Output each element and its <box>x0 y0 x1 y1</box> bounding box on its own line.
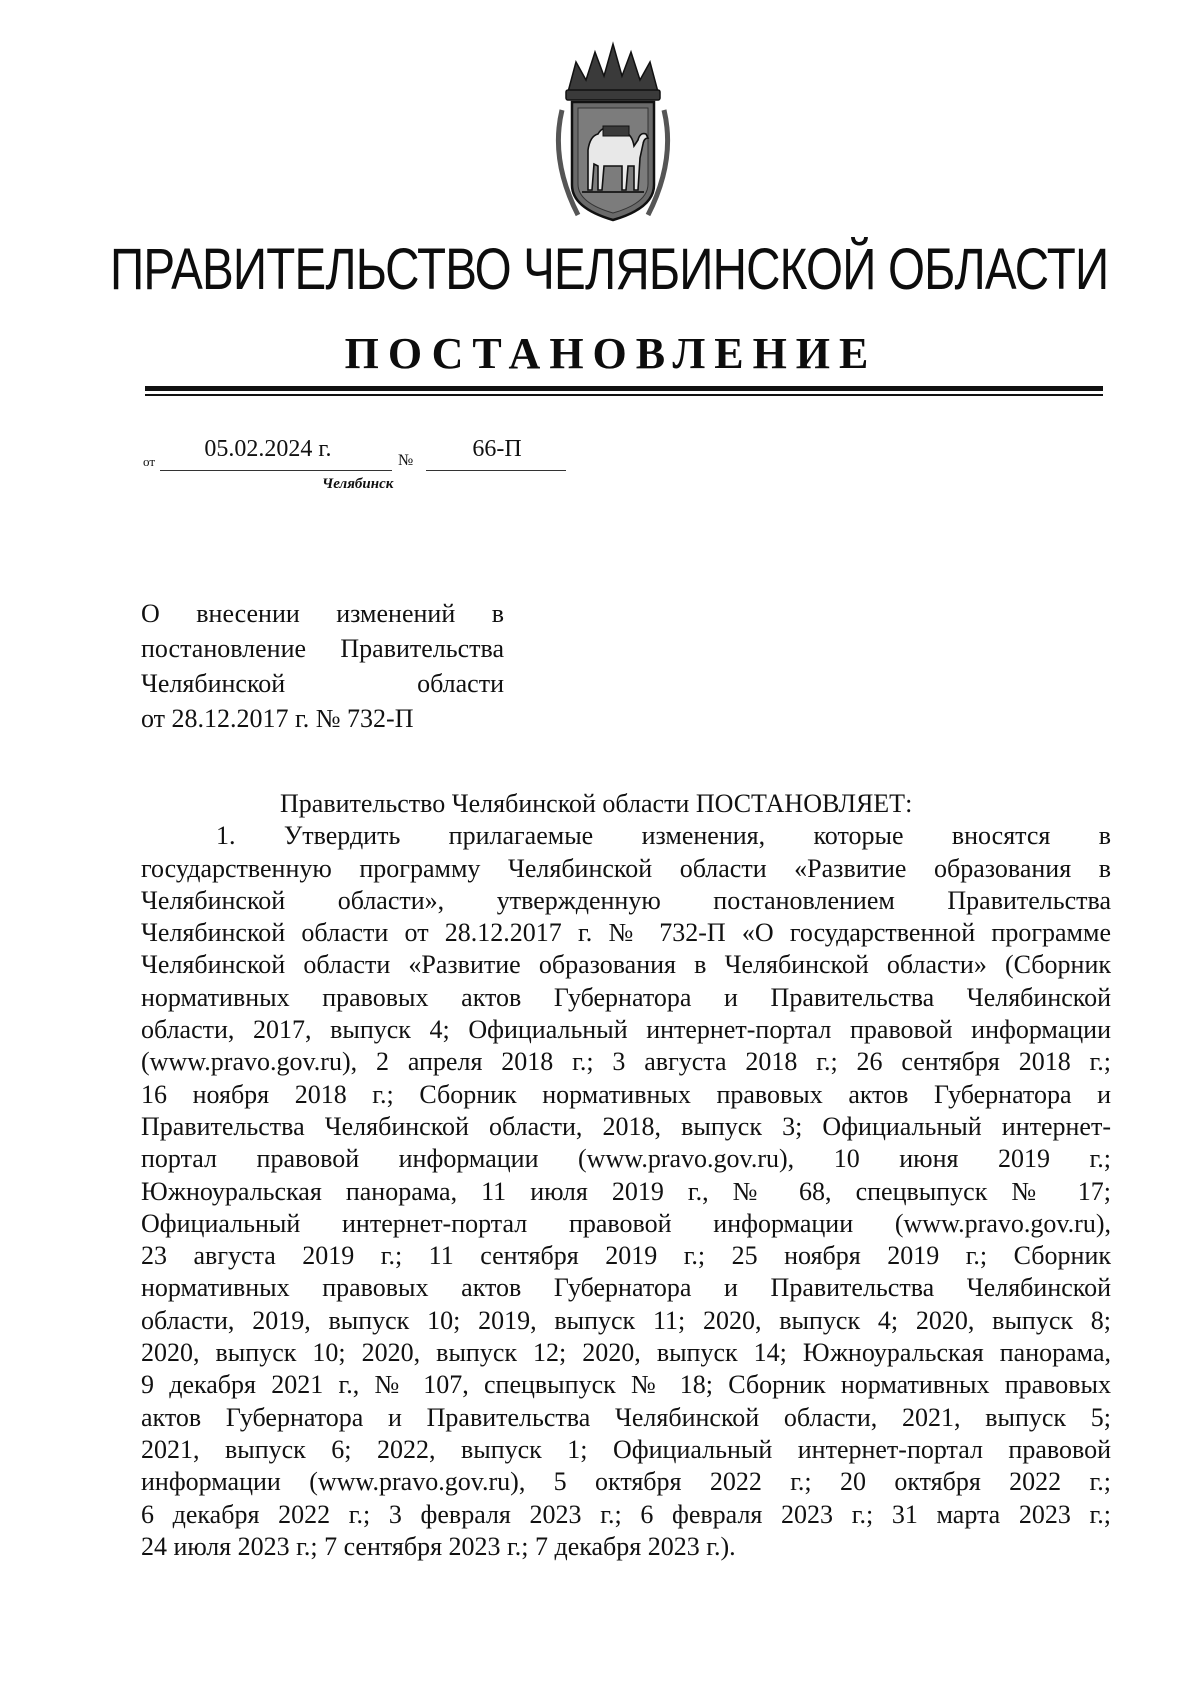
paragraph-line: Челябинской области от 28.12.2017 г. № 732-П «О государственной программе <box>141 918 1111 948</box>
paragraph-line: Официальный интернет-портал правовой информации (www.pravo.gov.ru), <box>141 1208 1111 1238</box>
document-body <box>141 788 1111 1563</box>
paragraph-line: 2020, выпуск 10; 2020, выпуск 12; 2020, выпуск 14; Южноуральская панорама, <box>141 1338 1111 1368</box>
paragraph-line: Правительства Челябинской области, 2018, выпуск 3; Официальный интернет- <box>141 1111 1111 1141</box>
document-subject <box>141 596 504 736</box>
number-underline <box>426 470 566 471</box>
paragraph-line: портал правовой информации (www.pravo.gov.ru), 10 июня 2019 г.; <box>141 1144 1111 1174</box>
subject-line: от 28.12.2017 г. № 732-П <box>141 704 414 733</box>
header-rule-thick <box>145 386 1103 391</box>
paragraph-line: 2021, выпуск 6; 2022, выпуск 1; Официальный интернет-портал правовой <box>141 1434 1111 1464</box>
chelyabinsk-coat-of-arms-icon <box>548 40 678 228</box>
paragraph-line: Челябинской области «Развитие образования в Челябинской области» (Сборник <box>141 950 1111 980</box>
paragraph-line: области, 2017, выпуск 4; Официальный интернет-портал правовой информации <box>141 1015 1111 1045</box>
header-rule-thin <box>145 394 1103 396</box>
document-type: ПОСТАНОВЛЕНИЕ <box>344 329 878 378</box>
number-prefix: № <box>398 452 414 469</box>
government-title: ПРАВИТЕЛЬСТВО ЧЕЛЯБИНСКОЙ ОБЛАСТИ <box>109 237 1109 302</box>
paragraph-line: 16 ноября 2018 г.; Сборник нормативных правовых актов Губернатора и <box>141 1079 1111 1109</box>
paragraph-line: 9 декабря 2021 г., № 107, спецвыпуск № 18; Сборник нормативных правовых <box>141 1370 1111 1400</box>
date-prefix: от <box>143 454 156 469</box>
paragraph-line: государственную программу Челябинской области «Развитие образования в <box>141 853 1111 883</box>
subject-line: О внесении изменений в <box>141 599 504 628</box>
resolution-intro: Правительство Челябинской области ПОСТАНОВЛЯЕТ: <box>280 789 913 818</box>
paragraph-line: нормативных правовых актов Губернатора и Правительства Челябинской <box>141 982 1111 1012</box>
subject-line: Челябинской области <box>141 669 504 698</box>
paragraph-line: области, 2019, выпуск 10; 2019, выпуск 11; 2020, выпуск 4; 2020, выпуск 8; <box>141 1305 1111 1335</box>
document-city: Челябинск <box>322 476 394 492</box>
paragraph-line: (www.pravo.gov.ru), 2 апреля 2018 г.; 3 августа 2018 г.; 26 сентября 2018 г.; <box>141 1047 1111 1077</box>
paragraph-line: 1. Утвердить прилагаемые изменения, которые вносятся в <box>216 821 1111 851</box>
document-number: 66-П <box>472 436 522 462</box>
paragraph-1 <box>141 820 1111 1563</box>
paragraph-line: Челябинской области», утвержденную постановлением Правительства <box>141 885 1111 915</box>
paragraph-line: нормативных правовых актов Губернатора и Правительства Челябинской <box>141 1273 1111 1303</box>
paragraph-line: информации (www.pravo.gov.ru), 5 октября 2022 г.; 20 октября 2022 г.; <box>141 1467 1111 1497</box>
subject-line: постановление Правительства <box>141 634 504 663</box>
paragraph-line: Южноуральская панорама, 11 июля 2019 г., № 68, спецвыпуск № 17; <box>141 1176 1111 1206</box>
paragraph-line: актов Губернатора и Правительства Челябинской области, 2021, выпуск 5; <box>141 1402 1111 1432</box>
date-underline <box>160 470 392 471</box>
document-date: 05.02.2024 г. <box>204 436 332 462</box>
paragraph-line: 24 июля 2023 г.; 7 сентября 2023 г.; 7 декабря 2023 г.). <box>141 1531 736 1561</box>
paragraph-line: 6 декабря 2022 г.; 3 февраля 2023 г.; 6 февраля 2023 г.; 31 марта 2023 г.; <box>141 1499 1111 1529</box>
paragraph-line: 23 августа 2019 г.; 11 сентября 2019 г.; 25 ноября 2019 г.; Сборник <box>141 1241 1111 1271</box>
